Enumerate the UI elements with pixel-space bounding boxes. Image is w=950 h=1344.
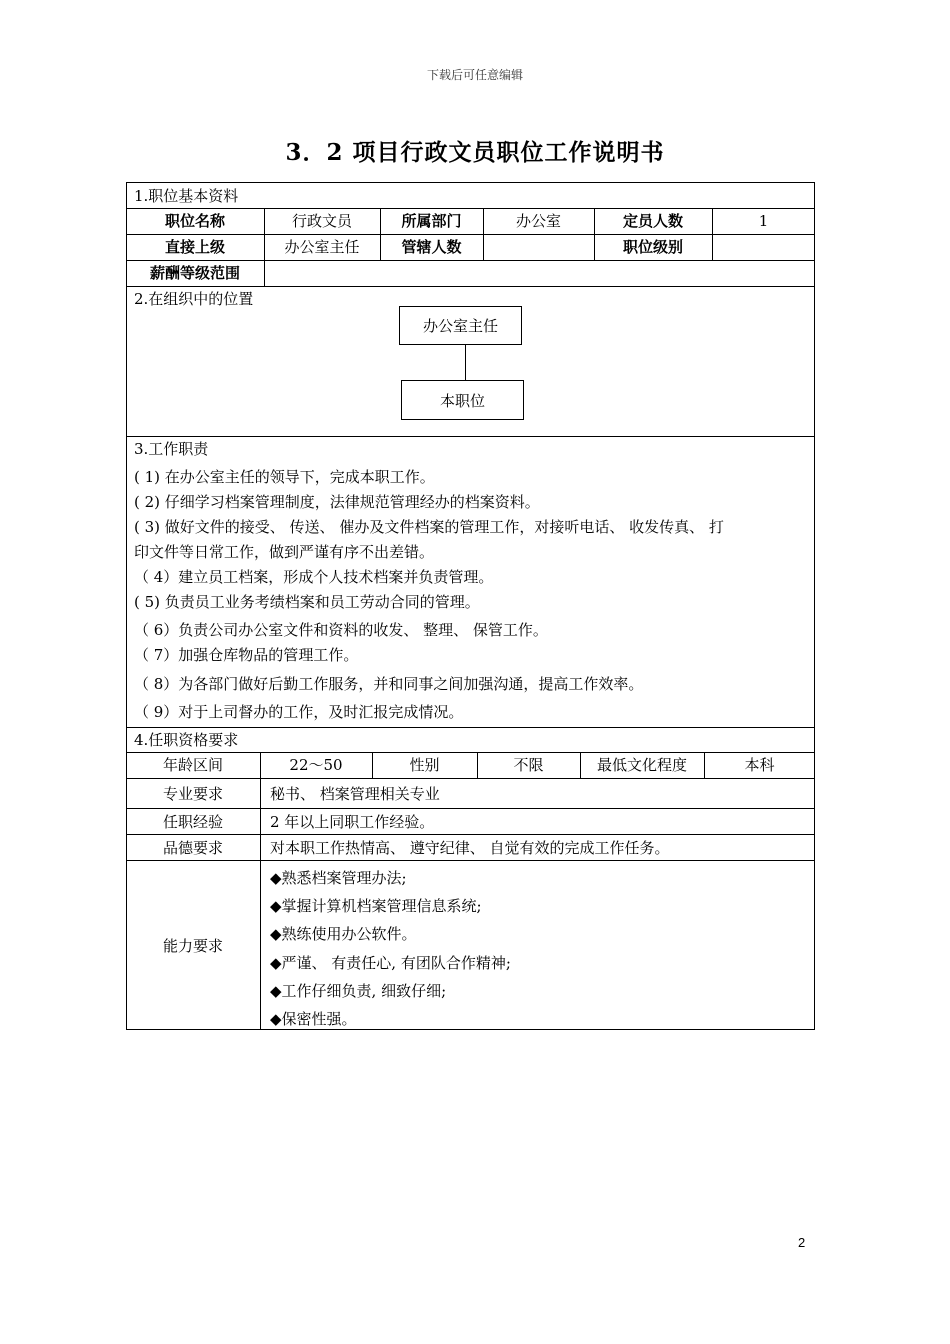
label-position-name: 职位名称 — [164, 212, 225, 230]
ability-item: ◆掌握计算机档案管理信息系统; — [270, 897, 482, 915]
label-position-level: 职位级别 — [622, 238, 683, 256]
duty-line: （ 9）对于上司督办的工作，及时汇报完成情况。 — [134, 703, 464, 721]
label-ability: 能力要求 — [162, 937, 223, 955]
ability-item: ◆工作仔细负责, 细致仔细; — [270, 982, 447, 1000]
duty-line: ( 5) 负责员工业务考绩档案和员工劳动合同的管理。 — [134, 593, 480, 611]
document-title: 3．2 项目行政文员职位工作说明书 — [285, 139, 665, 166]
value-department: 办公室 — [515, 212, 561, 230]
section3-heading: 3.工作职责 — [134, 440, 209, 458]
value-gender: 不限 — [513, 756, 544, 774]
ability-item: ◆熟悉档案管理办法; — [270, 869, 407, 887]
value-experience: 2 年以上同职工作经验。 — [270, 813, 435, 831]
org-chart-position-box — [401, 380, 524, 420]
label-gender: 性别 — [409, 756, 440, 774]
duty-line: （ 8）为各部门做好后勤工作服务，并和同事之间加强沟通，提高工作效率。 — [134, 675, 644, 693]
value-major: 秘书、 档案管理相关专业 — [270, 785, 440, 803]
duty-line: （ 7）加强仓库物品的管理工作。 — [134, 646, 359, 664]
label-headcount: 定员人数 — [622, 212, 683, 230]
page-number: 2 — [798, 1235, 806, 1250]
duty-line: （ 6）负责公司办公室文件和资料的收发、 整理、 保管工作。 — [134, 621, 548, 639]
value-min-education: 本科 — [744, 756, 775, 774]
duty-line: ( 2) 仔细学习档案管理制度，法律规范管理经办的档案资料。 — [134, 493, 540, 511]
org-chart-connector — [465, 345, 466, 380]
label-experience: 任职经验 — [162, 813, 223, 831]
label-salary-range: 薪酬等级范围 — [149, 264, 240, 282]
label-age-range: 年龄区间 — [162, 756, 223, 774]
value-age-range: 22～50 — [289, 756, 343, 774]
ability-item: ◆保密性强。 — [270, 1010, 357, 1028]
org-chart-supervisor-box — [399, 306, 522, 345]
org-chart-position-label: 本职位 — [439, 391, 485, 410]
value-character: 对本职工作热情高、 遵守纪律、 自觉有效的完成工作任务。 — [270, 839, 670, 857]
ability-item: ◆熟练使用办公软件。 — [270, 925, 417, 943]
duty-line: 印文件等日常工作，做到严谨有序不出差错。 — [134, 543, 435, 561]
header-note: 下载后可任意编辑 — [426, 68, 523, 82]
label-min-education: 最低文化程度 — [596, 756, 687, 774]
value-headcount: 1 — [758, 212, 769, 230]
section2-heading: 2.在组织中的位置 — [134, 290, 254, 308]
section4-heading: 4.任职资格要求 — [134, 731, 239, 749]
value-position-name: 行政文员 — [291, 212, 352, 230]
ability-item: ◆严谨、 有责任心, 有团队合作精神; — [270, 954, 511, 972]
duty-line: ( 1) 在办公室主任的领导下，完成本职工作。 — [134, 468, 435, 486]
label-direct-supervisor: 直接上级 — [164, 238, 225, 256]
label-subordinates: 管辖人数 — [401, 238, 462, 256]
value-direct-supervisor: 办公室主任 — [284, 238, 360, 256]
label-department: 所属部门 — [401, 212, 462, 230]
label-major: 专业要求 — [162, 785, 223, 803]
duty-line: （ 4）建立员工档案，形成个人技术档案并负责管理。 — [134, 568, 494, 586]
duty-line: ( 3) 做好文件的接受、 传送、 催办及文件档案的管理工作，对接听电话、 收发传真、 打 — [134, 518, 724, 536]
label-character: 品德要求 — [162, 839, 223, 857]
section1-heading: 1.职位基本资料 — [134, 187, 239, 205]
org-chart-supervisor-label: 办公室主任 — [422, 317, 498, 335]
